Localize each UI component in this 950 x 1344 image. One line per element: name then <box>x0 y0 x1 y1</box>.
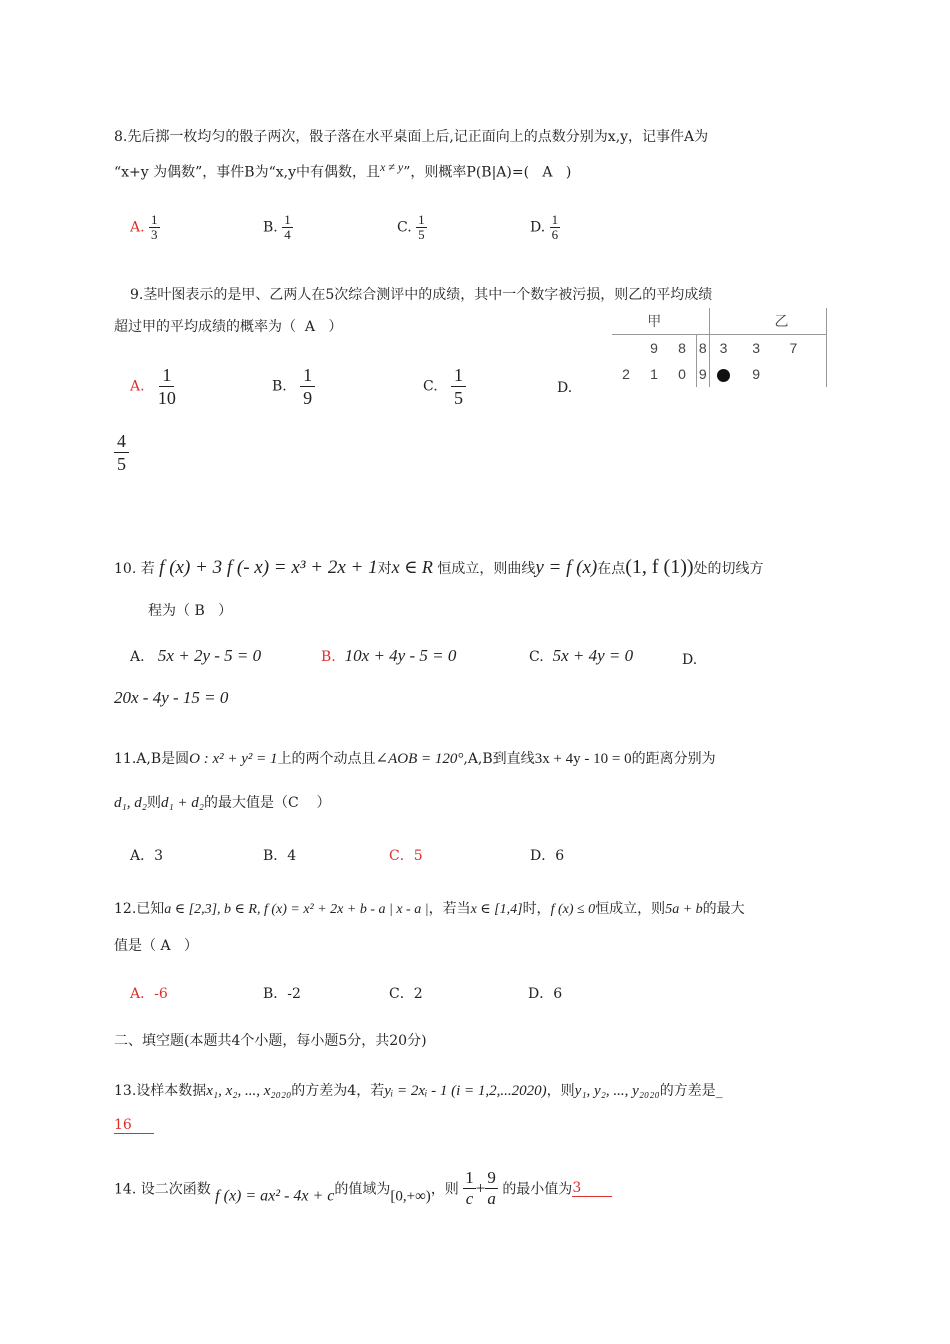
q8-option-d-frac: $\frac{1}{6}$ <box>551 212 559 242</box>
q8-line2-a: “x+y 为偶数”，事件B为“x,y中有偶数，且 <box>114 164 380 181</box>
stem-leaf-smudge <box>709 361 738 387</box>
q12-inequality: f (x) ≤ 0 <box>550 902 596 917</box>
q9-option-a <box>130 364 176 409</box>
q8-option-b <box>263 213 293 242</box>
q11-line2: d₁, d₂则d₁ + d₂的最大值是（C ） <box>114 795 331 811</box>
q9-option-c-frac: $\frac{1}{5}$ <box>451 364 466 409</box>
q9-line1: 9.茎叶图表示的是甲、乙两人在5次综合测评中的成绩，其中一个数字被污损，则乙的平均成绩 <box>130 287 713 303</box>
q12-expression: 5a + b <box>665 902 703 917</box>
q11-line1: 11.A,B是圆O : x² + y² = 1上的两个动点且∠AOB = 120°,A,B到直线3x + 4y - 10 = 0的距离分别为 <box>114 751 716 767</box>
q13-definition: yᵢ = 2xᵢ - 1 (i = 1,2,...2020) <box>384 1083 547 1099</box>
q9-answer: A <box>304 319 316 335</box>
q14-frac-2: $\frac{9}{a}$ <box>487 1168 496 1208</box>
q13-line1: 13.设样本数据x₁, x₂, ..., x₂₀₂₀的方差为4，若yᵢ = 2xᵢ - 1 (i = 1,2,...2020)，则y₁, y₂, ..., y₂₀₂₀的方差是_ <box>114 1083 723 1099</box>
q8-close: ) <box>565 164 572 181</box>
q14-answer: 3 <box>572 1180 612 1197</box>
q12-range: x ∈ [1,4] <box>470 902 523 917</box>
q9-line2 <box>114 316 342 336</box>
q10-line1: 10. 若 f (x) + 3 f (- x) = x³ + 2x + 1对x ∈ R 恒成立，则曲线y = f (x)在点(1, f (1))处的切线方 <box>114 556 764 578</box>
q8-option-d-label: D. <box>530 219 546 236</box>
q9-option-b <box>272 364 315 409</box>
q13-ys: y₁, y₂, ..., y₂₀₂₀ <box>574 1083 660 1099</box>
q8-option-b-frac: $\frac{1}{4}$ <box>284 212 291 242</box>
q8-line2-b: ”，则概率P(B|A)=( <box>403 164 530 181</box>
q8-option-c-label: C. <box>397 219 412 236</box>
q8-option-a-label: A. <box>130 219 145 236</box>
q10-answer: B <box>194 603 205 619</box>
q12-line2: 值是（ A ） <box>114 938 198 954</box>
q10-curve: y = f (x) <box>535 557 598 578</box>
q12-answer: A <box>160 938 171 954</box>
q11-angle: ∠AOB = 120° <box>375 751 464 767</box>
q11-option-a: A．3 <box>130 848 164 864</box>
q14-function: f (x) = ax² - 4x + c <box>215 1187 335 1205</box>
q14-frac-1: $\frac{1}{c}$ <box>465 1168 474 1208</box>
q10-line2: 程为（ B ） <box>148 603 233 619</box>
stem-leaf-stem: 9 <box>697 361 710 387</box>
q11-distances: d₁, d₂ <box>114 795 147 811</box>
q8-line1: 8.先后掷一枚均匀的骰子两次，骰子落在水平桌面上后,记正面向上的点数分别为x,y，记事件A为 <box>114 129 709 145</box>
q14-range: [0,+∞) <box>390 1188 431 1205</box>
stem-leaf-cell: 8 <box>678 340 686 356</box>
q10-set: x ∈ R <box>391 557 433 577</box>
q10-point: (1, f (1)) <box>625 556 694 578</box>
stem-leaf-stem: 8 <box>697 335 710 362</box>
q11-sum: d₁ + d₂ <box>160 795 204 811</box>
q12-line1: 12.已知a ∈ [2,3], b ∈ R, f (x) = x² + 2x + b - a | x - a |，若当x ∈ [1,4]时，f (x) ≤ 0恒成立，则5a + b的最大 <box>114 901 745 917</box>
q10-option-d-text: 20x - 4y - 15 = 0 <box>114 688 229 707</box>
q11-option-c: C．5 <box>389 848 423 864</box>
q9-close: ） <box>328 319 343 335</box>
q8-line2 <box>114 160 571 182</box>
stem-leaf-cell: 3 <box>752 340 761 356</box>
q13-data: x₁, x₂, ..., x₂₀₂₀ <box>206 1083 292 1099</box>
stem-leaf-cell: 7 <box>789 340 798 356</box>
q14-line1: 14. 设二次函数 f (x) = ax² - 4x + c的值域为[0,+∞)，则 $\frac{1}{c}$ + $\frac{9}{a}$ 的最小值为3 <box>114 1168 612 1209</box>
q13-answer-blank <box>114 1117 154 1134</box>
stem-leaf-cell: 9 <box>752 366 761 382</box>
q8-option-c <box>397 213 427 242</box>
q12-option-d: D．6 <box>528 986 563 1002</box>
stem-leaf-plot <box>612 308 827 387</box>
stem-leaf-cell: 0 <box>678 366 686 382</box>
q12-option-c: C．2 <box>389 986 423 1002</box>
stem-leaf-cell: 2 <box>622 366 630 382</box>
q12-option-a: A．-6 <box>130 986 168 1002</box>
q9-option-d-frac: $\frac{4}{5}$ <box>114 430 129 475</box>
q12-condition: a ∈ [2,3], b ∈ R, f (x) = x² + 2x + b - a | x - a | <box>164 902 429 917</box>
section-2-title: 二、填空题(本题共4个小题，每小题5分，共20分) <box>114 1033 427 1049</box>
q11-option-d: D．6 <box>530 848 565 864</box>
q9-option-c <box>423 364 466 409</box>
q8-option-c-frac: $\frac{1}{5}$ <box>418 212 425 242</box>
q8-option-b-label: B. <box>263 219 278 236</box>
q9-option-b-label: B. <box>272 378 287 395</box>
q10-option-d-label: D. <box>682 652 698 668</box>
q8-option-a-frac: $\frac{1}{3}$ <box>151 212 158 242</box>
q9-option-d-label: D. <box>557 380 573 396</box>
q10-option-a: A. 5x + 2y - 5 = 0 <box>130 646 262 665</box>
q9-option-c-label: C. <box>423 378 438 395</box>
q8-option-d <box>530 213 560 242</box>
q9-line2-text: 超过甲的平均成绩的概率为（ <box>114 319 296 335</box>
q9-option-a-label: A. <box>130 378 145 395</box>
q11-line-eq: 3x + 4y - 10 = 0 <box>534 751 632 767</box>
q8-condition: x ≠ y <box>380 160 404 174</box>
q8-answer: A <box>542 164 553 181</box>
q10-option-b: B. 10x + 4y - 5 = 0 <box>321 646 457 665</box>
stem-leaf-right-header: 乙 <box>738 308 827 335</box>
q10-equation: f (x) + 3 f (- x) = x³ + 2x + 1 <box>159 557 378 578</box>
q11-option-b: B．4 <box>263 848 297 864</box>
q9-option-a-frac: $\frac{1}{10}$ <box>157 365 176 408</box>
q11-circle: O : x² + y² = 1 <box>189 751 278 767</box>
stem-leaf-cell: 1 <box>650 366 658 382</box>
stem-leaf-cell: 3 <box>719 340 728 356</box>
stem-leaf-left-header: 甲 <box>647 313 662 329</box>
q13-answer: 16 <box>114 1117 154 1134</box>
q9-option-b-frac: $\frac{1}{9}$ <box>300 364 315 409</box>
smudged-digit-icon <box>717 369 730 382</box>
q10-option-c: C. 5x + 4y = 0 <box>529 646 634 665</box>
q8-option-a <box>130 213 160 242</box>
q12-option-b: B．-2 <box>263 986 301 1002</box>
stem-leaf-cell: 9 <box>650 340 658 356</box>
